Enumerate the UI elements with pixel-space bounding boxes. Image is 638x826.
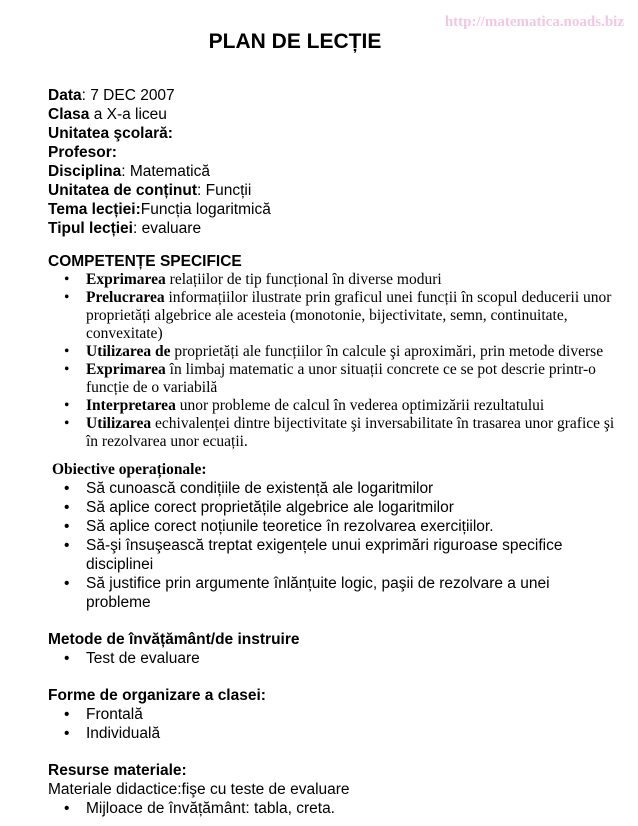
info-block: [48, 86, 618, 238]
metode-list: [48, 649, 618, 668]
list-item: • Prelucrarea informațiilor ilustrate prin graficul unei funcții în scopul deducerii unor proprietăți algebrice ale acesteia (monotonie, bijectivitate, semn, continuitate, convexitate): [48, 289, 618, 343]
lesson-plan-body: [48, 86, 618, 818]
list-item: • Să justifice prin argumente înlănțuite logic, paşii de rezolvare a unei probleme: [48, 574, 618, 612]
list-item: • Să-şi însuşească treptat exigențele unui exprimări riguroase specifice disciplinei: [48, 536, 618, 574]
info-content-unit: Unitatea de conținut: Funcții: [48, 182, 252, 199]
list-item: • Să aplice corect proprietățile algebrice ale logaritmilor: [48, 498, 618, 517]
list-item: • Utilizarea de proprietăți ale funcțiilor în calcule şi aproximări, prin metode diverse: [48, 343, 618, 361]
forme-list: [48, 705, 618, 743]
list-item: • Frontală: [48, 705, 618, 724]
resurse-title: Resurse materiale:: [48, 762, 187, 779]
list-item: • Să cunoască condițiile de existență ale logaritmilor: [48, 479, 618, 498]
page-title: PLAN DE LECȚIE: [208, 30, 382, 53]
metode-title: Metode de învățământ/de instruire: [48, 631, 300, 648]
list-item: • Utilizarea echivalenței dintre bijectivitate şi inversabilitate în trasarea unor grafice şi în rezolvarea unor ecuații.: [48, 415, 618, 451]
info-teacher: Profesor:: [48, 144, 117, 161]
watermark-url: http://matematica.noads.biz: [444, 14, 624, 30]
list-item: • Mijloace de învățământ: tabla, creta.: [48, 799, 618, 818]
info-school: Unitatea şcolară:: [48, 125, 173, 142]
list-item: • Interpretarea unor probleme de calcul în vederea optimizării rezultatului: [48, 397, 618, 415]
info-lesson-topic: Tema lecției:Funcția logaritmică: [48, 201, 271, 218]
list-item: • Test de evaluare: [48, 649, 618, 668]
info-class: Clasa a X-a liceu: [48, 106, 167, 123]
info-date: Data: 7 DEC 2007: [48, 87, 175, 104]
resurse-subtitle: Materiale didactice:fişe cu teste de evaluare: [48, 781, 350, 798]
obiective-title: Obiective operaționale:: [52, 461, 207, 478]
info-lesson-type: Tipul lecției: evaluare: [48, 220, 202, 237]
list-item: • Exprimarea relațiilor de tip funcțional în diverse moduri: [48, 271, 618, 289]
list-item: • Exprimarea în limbaj matematic a unor situații concrete ce se pot descrie printr-o funcție de o variabilă: [48, 361, 618, 397]
competente-title: COMPETENȚE SPECIFICE: [48, 253, 242, 270]
list-item: • Individuală: [48, 724, 618, 743]
forme-title: Forme de organizare a clasei:: [48, 687, 266, 704]
list-item: • Să aplice corect noțiunile teoretice în rezolvarea exercițiilor.: [48, 517, 618, 536]
resurse-list: [48, 799, 618, 818]
info-discipline: Disciplina: Matematică: [48, 163, 210, 180]
obiective-list: [48, 479, 618, 612]
competente-list: [48, 271, 618, 451]
